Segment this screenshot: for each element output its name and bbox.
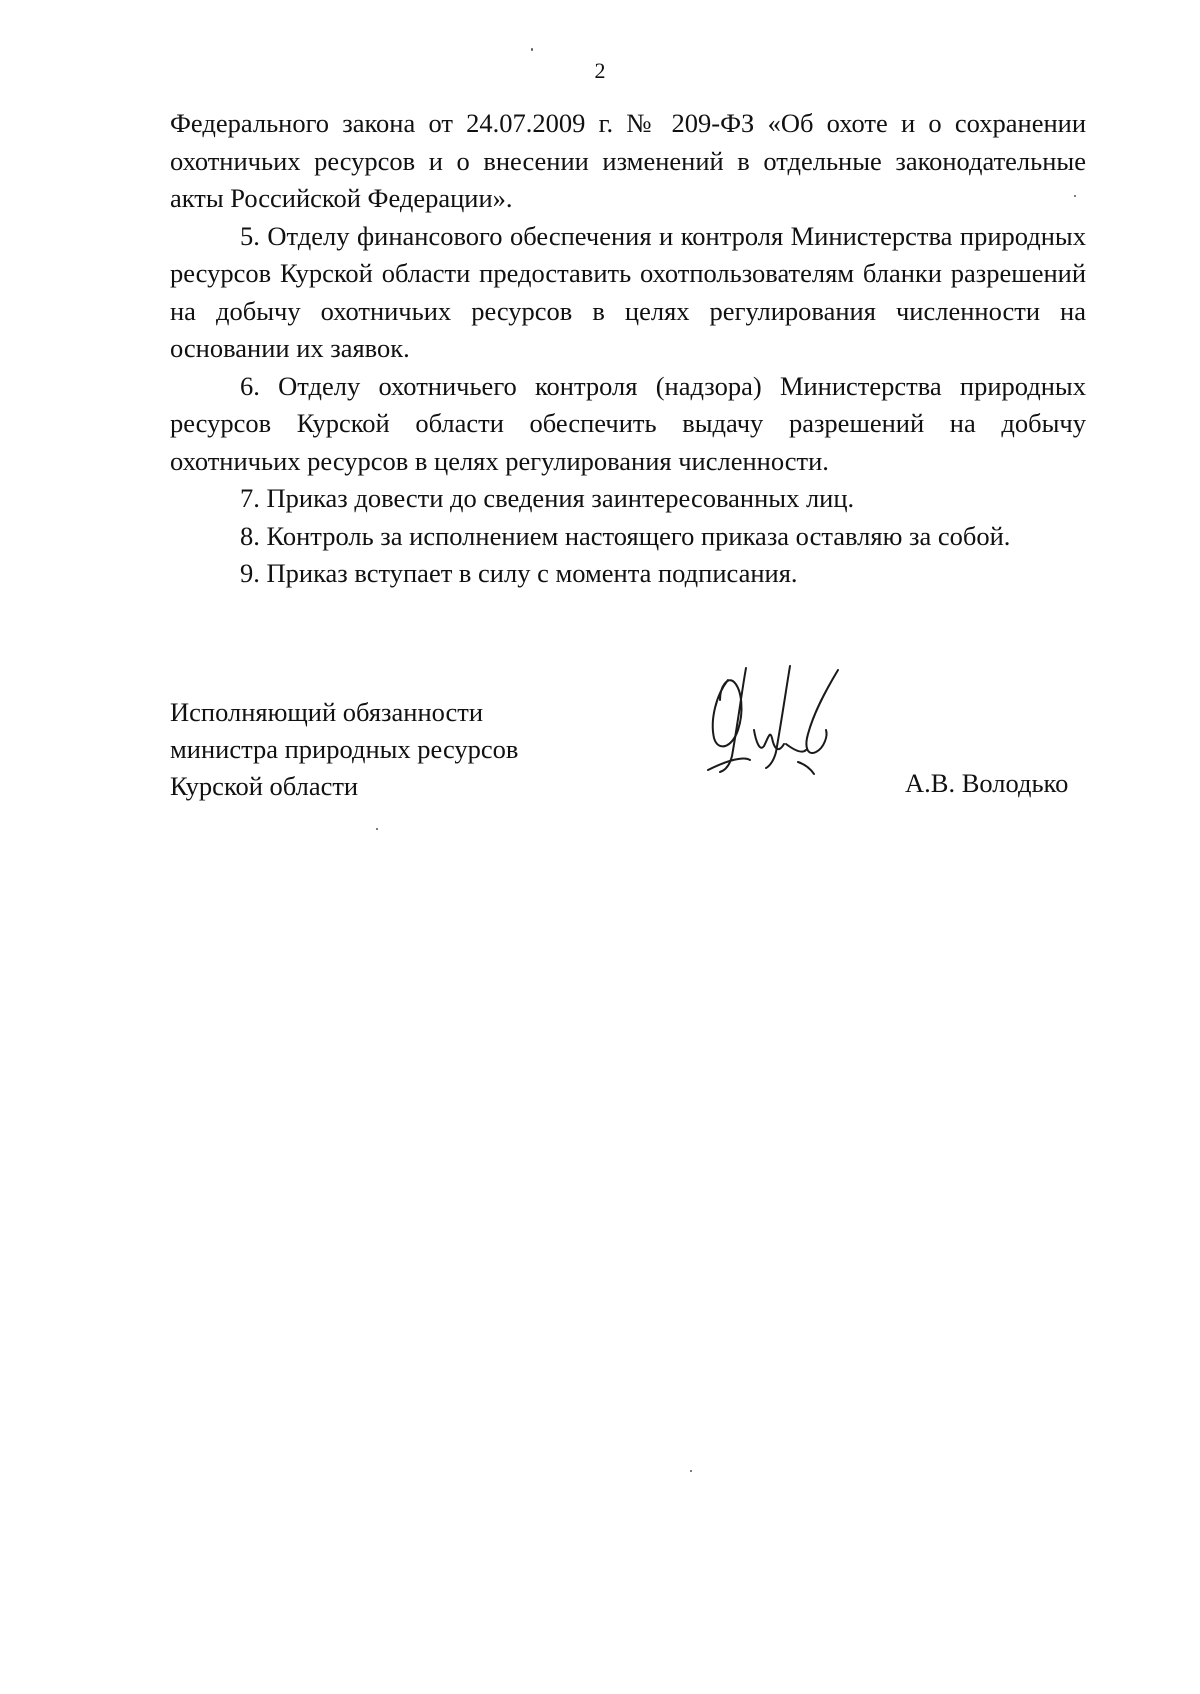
order-item-6: 6. Отделу охотничьего контроля (надзора) Министерства природных ресурсов Курской области обеспечить выдачу разрешений на добычу охотничьих ресурсов в целях регулирования численности. bbox=[170, 370, 1086, 476]
document-body bbox=[170, 105, 1086, 593]
scan-speck bbox=[1074, 195, 1076, 197]
signatory-name: А.В. Володько bbox=[905, 768, 1069, 798]
signatory-position-line: Курской области bbox=[170, 771, 359, 801]
scan-speck bbox=[376, 828, 378, 830]
order-item-8: 8. Контроль за исполнением настоящего приказа оставляю за собой. bbox=[240, 520, 1011, 551]
signatory-position-line: министра природных ресурсов bbox=[170, 734, 519, 764]
order-item-7: 7. Приказ довести до сведения заинтересованных лиц. bbox=[240, 483, 855, 513]
signatory-position bbox=[170, 694, 518, 805]
signatory-position-line: Исполняющий обязанности bbox=[170, 697, 484, 727]
scan-speck bbox=[531, 48, 533, 51]
order-item-5: 5. Отделу финансового обеспечения и контроля Министерства природных ресурсов Курской области предоставить охотпользователям бланки разрешений на добычу охотничьих ресурсов в целях регулирования численности на основании их заявок. bbox=[170, 220, 1086, 363]
page-number: 2 bbox=[594, 58, 606, 83]
handwritten-signature bbox=[698, 660, 858, 780]
order-item-9: 9. Приказ вступает в силу с момента подписания. bbox=[240, 558, 798, 588]
scan-speck bbox=[690, 1470, 692, 1472]
paragraph-continuation: Федерального закона от 24.07.2009 г. № 209-ФЗ «Об охоте и о сохранении охотничьих ресурсов и о внесении изменений в отдельные законодательные акты Российской Федерации». bbox=[170, 108, 1086, 213]
